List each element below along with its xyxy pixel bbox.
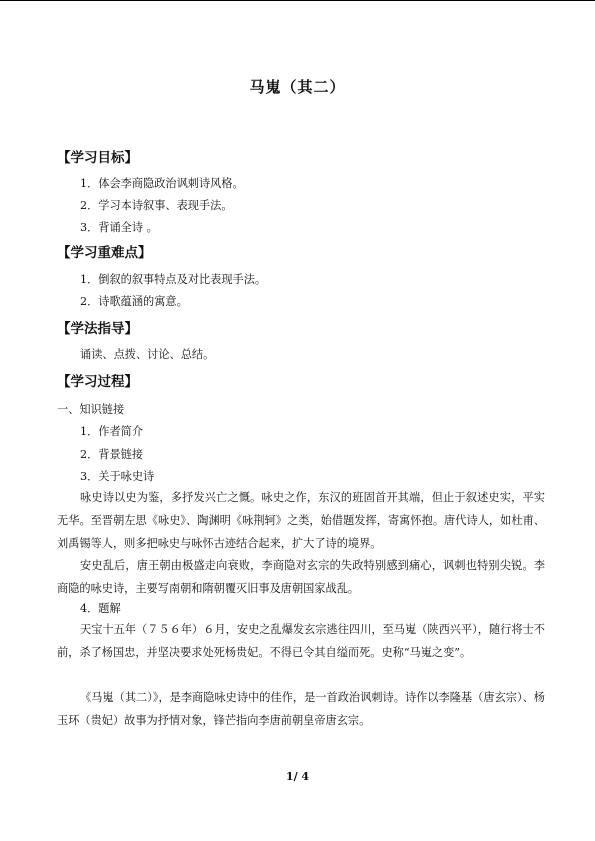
key-point-item: 1．倒叙的叙事特点及对比表现手法。 (80, 273, 267, 286)
process-heading: 【学习过程】 (57, 374, 138, 390)
process-item: 1．作者简介 (80, 425, 144, 438)
objectives-heading: 【学习目标】 (57, 150, 138, 166)
method-heading: 【学法指导】 (57, 321, 138, 337)
objective-item: 3．背诵全诗 。 (80, 221, 158, 234)
paragraph: 天宝十五年（７５６年）６月，安史之乱爆发玄宗逃往四川，至马嵬（陕西兴平），随行将士不前，杀了杨国忠，并坚决要求处死杨贵妃。不得已令其自缢而死。史称“马嵬之变”。 (57, 623, 545, 659)
paragraph: 安史乱后，唐王朝由极盛走向衰败，李商隐对玄宗的失政特别感到痛心，讽刺也特别尖锐。李商隐的咏史诗，主要写南朝和隋朝覆灭旧事及唐朝国家战乱。 (57, 559, 545, 595)
page-number: 1/ 4 (285, 770, 310, 783)
header-rule (0, 0, 595, 1)
objective-item: 1．体会李商隐政治讽刺诗风格。 (80, 177, 244, 190)
section-heading: 一、知识链接 (57, 403, 125, 416)
process-item: 3．关于咏史诗 (80, 470, 155, 483)
objective-item: 2．学习本诗叙事、表现手法。 (80, 199, 233, 212)
paragraph: 咏史诗以史为鉴，多抒发兴亡之慨。咏史之作，东汉的班固首开其端，但止于叙述史实，平实无华。至晋朝左思《咏史》、陶渊明《咏荆轲》之类，始借题发挥，寄寓怀抱。唐代诗人，如杜甫、刘禹锡等人，则多把咏史与咏怀古迹结合起来，扩大了诗的境界。 (57, 491, 545, 550)
key-point-item: 2．诗歌蕴涵的寓意。 (80, 295, 188, 308)
document-title: 马嵬（其二） (249, 78, 346, 96)
process-item: 4．题解 (80, 602, 121, 615)
method-text: 诵读、点拨、讨论、总结。 (80, 348, 215, 361)
paragraph: 《马嵬（其二）》，是李商隐咏史诗中的佳作，是一首政治讽刺诗。诗作以李隆基（唐玄宗）、杨玉环（贵妃）故事为抒情对象，锋芒指向李唐前朝皇帝唐玄宗。 (57, 691, 545, 727)
key-points-heading: 【学习重难点】 (57, 245, 152, 261)
process-item: 2．背景链接 (80, 448, 144, 461)
